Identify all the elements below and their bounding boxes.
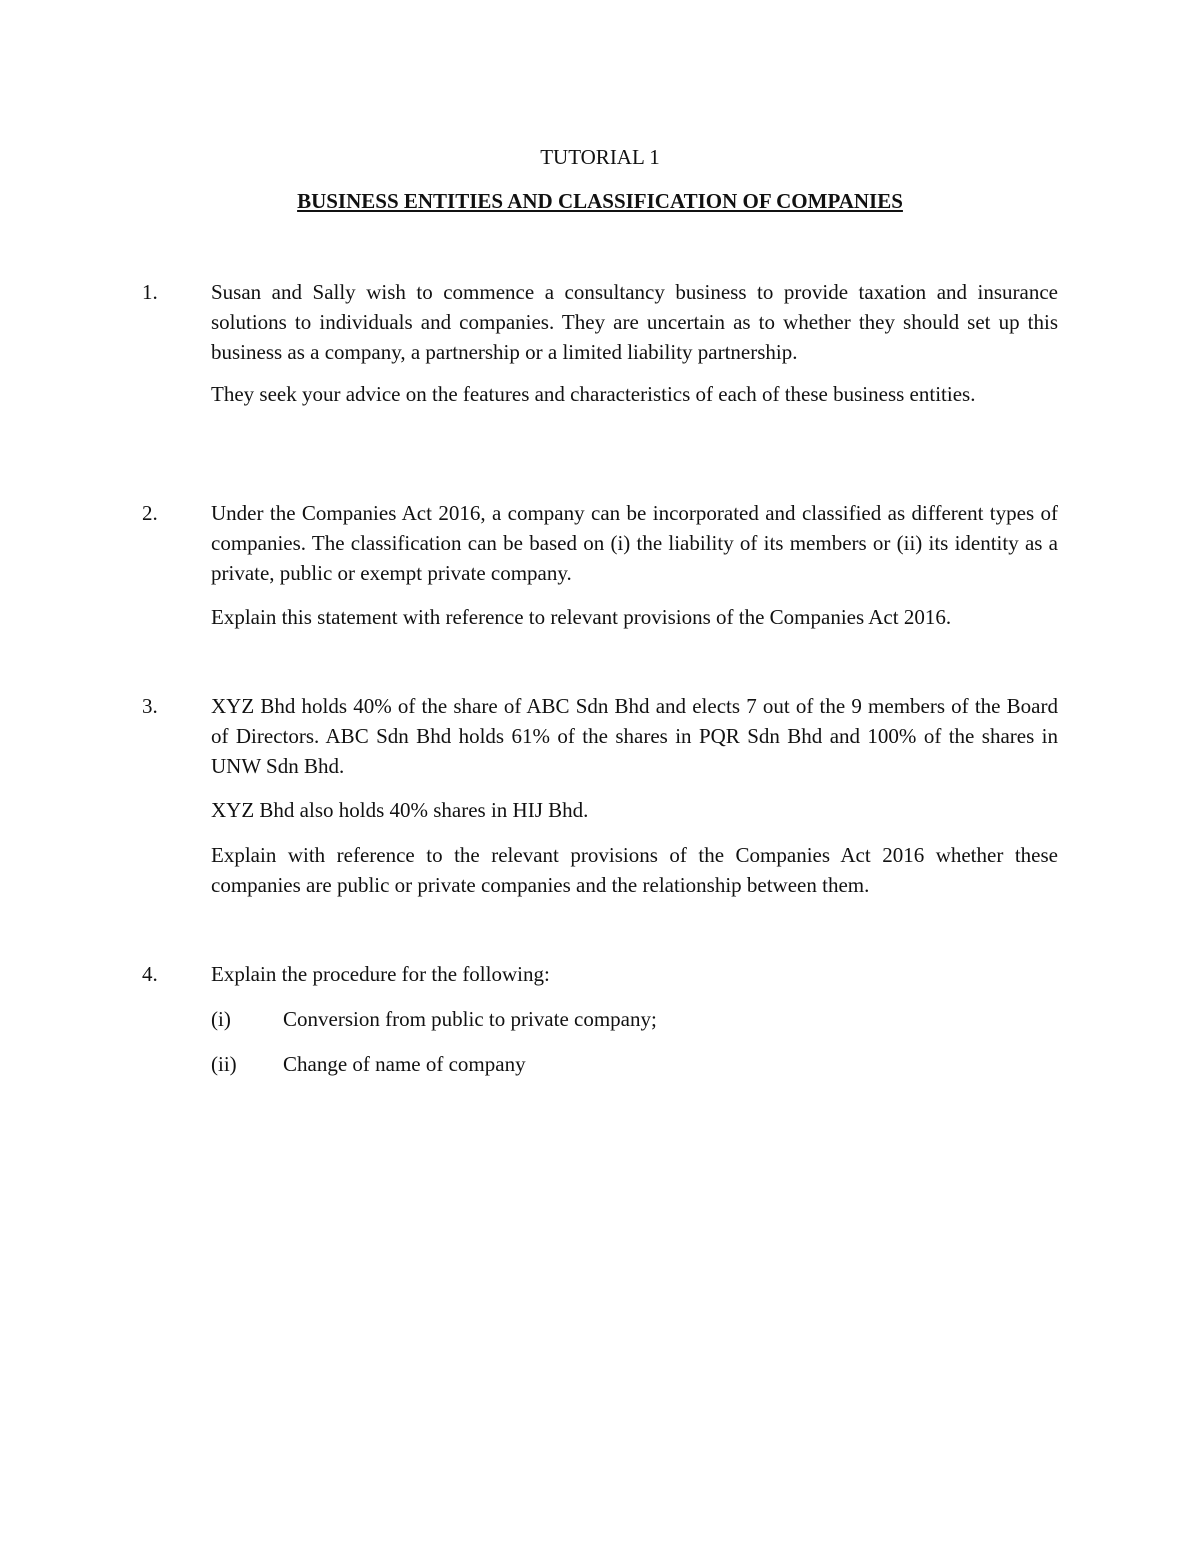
document-subtitle: BUSINESS ENTITIES AND CLASSIFICATION OF COMPANIES (297, 189, 903, 213)
question-3-follow2: Explain with reference to the relevant provisions of the Companies Act 2016 whether these companies are public or private companies and the relationship between them. (211, 843, 1058, 897)
question-1-follow: They seek your advice on the features and characteristics of each of these business entities. (211, 382, 976, 406)
question-4-body: Explain the procedure for the following: (211, 962, 550, 986)
question-3-number: 3. (142, 694, 158, 718)
question-2-follow: Explain this statement with reference to relevant provisions of the Companies Act 2016. (211, 605, 952, 629)
question-2-number: 2. (142, 501, 158, 525)
question-4-number: 4. (142, 962, 158, 986)
question-1-body: Susan and Sally wish to commence a consultancy business to provide taxation and insurance solutions to individuals and companies. They are uncertain as to whether they should set up this business as a company, a partnership or a limited liability partnership. (211, 280, 1058, 364)
question-4-item-1-text: Conversion from public to private company; (283, 1007, 657, 1031)
question-4-item-1-label: (i) (211, 1007, 231, 1031)
question-3-follow: XYZ Bhd also holds 40% shares in HIJ Bhd. (211, 798, 589, 822)
question-4-item-2-text: Change of name of company (283, 1052, 526, 1076)
question-4-item-2-label: (ii) (211, 1052, 237, 1076)
question-1-number: 1. (142, 280, 158, 304)
question-2-body: Under the Companies Act 2016, a company can be incorporated and classified as different types of companies. The classification can be based on (i) the liability of its members or (ii) its identity as a private, public or exempt private company. (211, 501, 1058, 585)
document-title: TUTORIAL 1 (540, 145, 660, 169)
question-3-body: XYZ Bhd holds 40% of the share of ABC Sdn Bhd and elects 7 out of the 9 members of the Board of Directors. ABC Sdn Bhd holds 61% of the shares in PQR Sdn Bhd and 100% of the shares in UNW Sdn Bhd. (211, 694, 1058, 778)
